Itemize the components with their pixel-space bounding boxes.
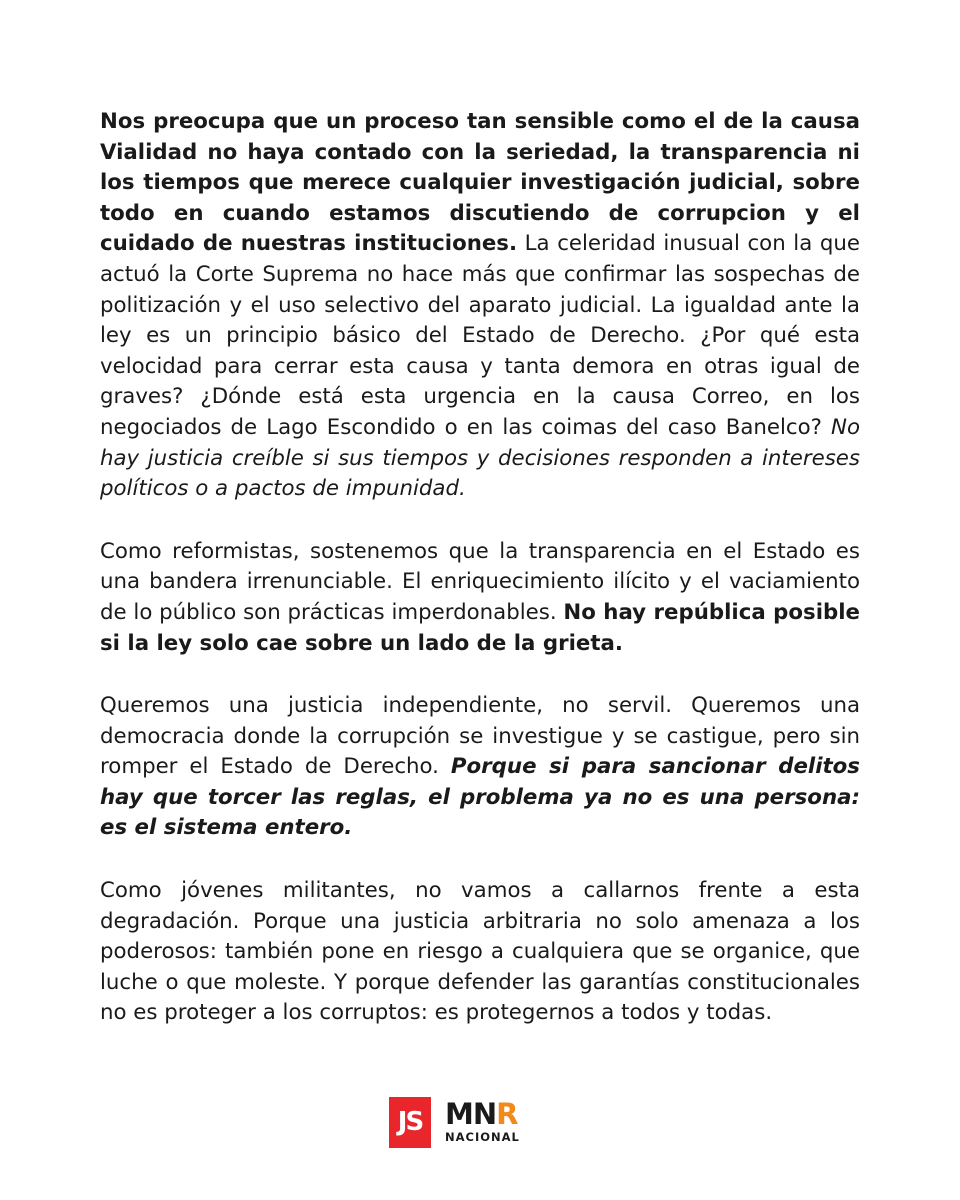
paragraph-1-regular: La celeridad inusual con la que actuó la Corte Suprema no hace más que confirmar las sospechas de politización y el uso selectivo del aparato judicial. La igualdad ante la ley es un principio básico del Estado de Derecho. ¿Por qué esta velocidad para cerrar esta causa y tanta demora en otras igual de graves? ¿Dónde está esta urgencia en la causa Correo, en los negociados de Lago Escondido o en las coimas del caso Banelco? [100,231,860,440]
mnr-logo-subtitle: NACIONAL [445,1130,520,1145]
paragraph-3-regular: Queremos una justicia independiente, no servil. Queremos una democracia donde la corrupción se investigue y se castigue, pero sin romper el Estado de Derecho. [100,693,860,780]
mnr-logo [445,1097,520,1145]
mnr-logo-wordmark [445,1097,520,1132]
statement-body [100,107,860,1061]
paragraph-4 [100,876,860,1029]
paragraph-1 [100,107,860,505]
mnr-logo-accent: R [496,1097,518,1132]
paragraph-2-regular: Como reformistas, sostenemos que la transparencia en el Estado es una bandera irrenunciable. El enriquecimiento ilícito y el vaciamiento de lo público son prácticas imperdonables. [100,538,860,625]
paragraph-4-regular: Como jóvenes militantes, no vamos a callarnos frente a esta degradación. Porque una justicia arbitraria no solo amenaza a los poderosos: también pone en riesgo a cualquiera que se organice, que luche o que moleste. Y porque defender las garantías constitucionales no es proteger a los corruptos: es protegernos a todos y todas. [100,878,860,1026]
paragraph-3-bold-italic: Porque si para sancionar delitos hay que torcer las reglas, el problema ya no es una persona: es el sistema entero. [100,754,860,841]
paragraph-1-bold: Nos preocupa que un proceso tan sensible como el de la causa Vialidad no haya contado con la seriedad, la transparencia ni los tiempos que merece cualquier investigación judicial, sobre todo en cuando estamos discutiendo de corrupcion y el cuidado de nuestras instituciones. [100,109,860,257]
footer-logos [389,1096,520,1148]
paragraph-2-bold: No hay república posible si la ley solo cae sobre un lado de la grieta. [100,599,860,656]
paragraph-1-italic: No hay justicia creíble si sus tiempos y decisiones responden a intereses políticos o a pactos de impunidad. [100,414,860,502]
mnr-logo-main: MN [445,1097,497,1132]
paragraph-2 [100,537,860,659]
paragraph-3 [100,691,860,844]
js-logo-text: JS [397,1107,423,1137]
js-logo [389,1097,431,1148]
